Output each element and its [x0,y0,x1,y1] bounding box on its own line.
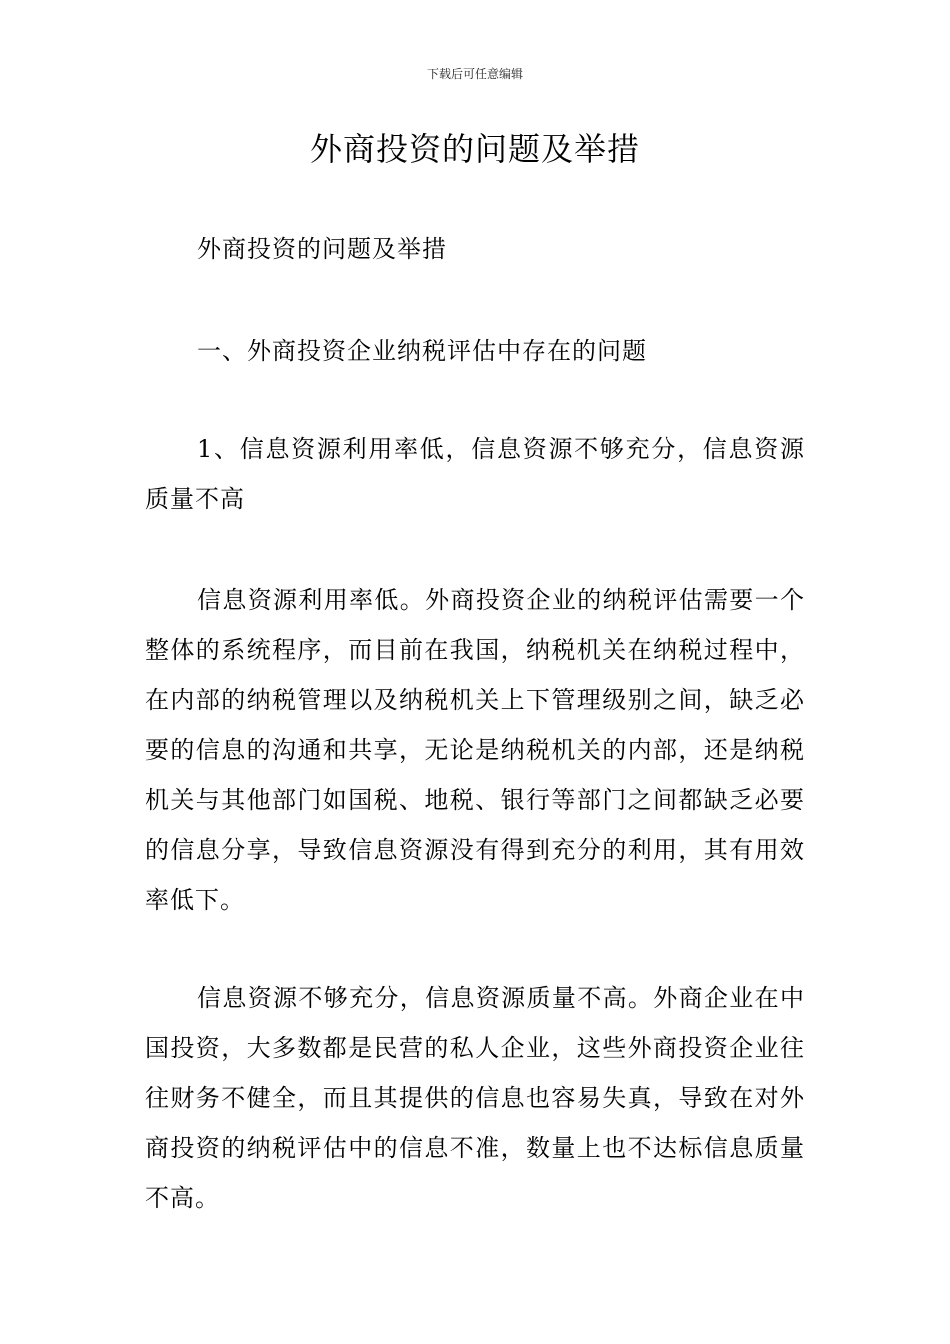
subsection-heading: 1、信息资源利用率低，信息资源不够充分，信息资源质量不高 [145,435,805,513]
body-paragraph: 信息资源利用率低。外商投资企业的纳税评估需要一个整体的系统程序，而目前在我国，纳税机关在纳税过程中，在内部的纳税管理以及纳税机关上下管理级别之间，缺乏必要的信息的沟通和共享，无论是纳税机关的内部，还是纳税机关与其他部门如国税、地税、银行等部门之间都缺乏必要的信息分享，导致信息资源没有得到充分的利用，其有用效率低下。 [145,586,805,914]
section-heading: 一、外商投资企业纳税评估中存在的问题 [197,337,647,365]
subtitle-paragraph: 外商投资的问题及举措 [197,235,447,263]
body-paragraph: 信息资源不够充分，信息资源质量不高。外商企业在中国投资，大多数都是民营的私人企业，这些外商投资企业往往财务不健全，而且其提供的信息也容易失真，导致在对外商投资的纳税评估中的信息不准，数量上也不达标信息质量不高。 [145,984,805,1212]
page-header-note: 下载后可任意编辑 [426,67,523,81]
document-title: 外商投资的问题及举措 [309,130,640,168]
